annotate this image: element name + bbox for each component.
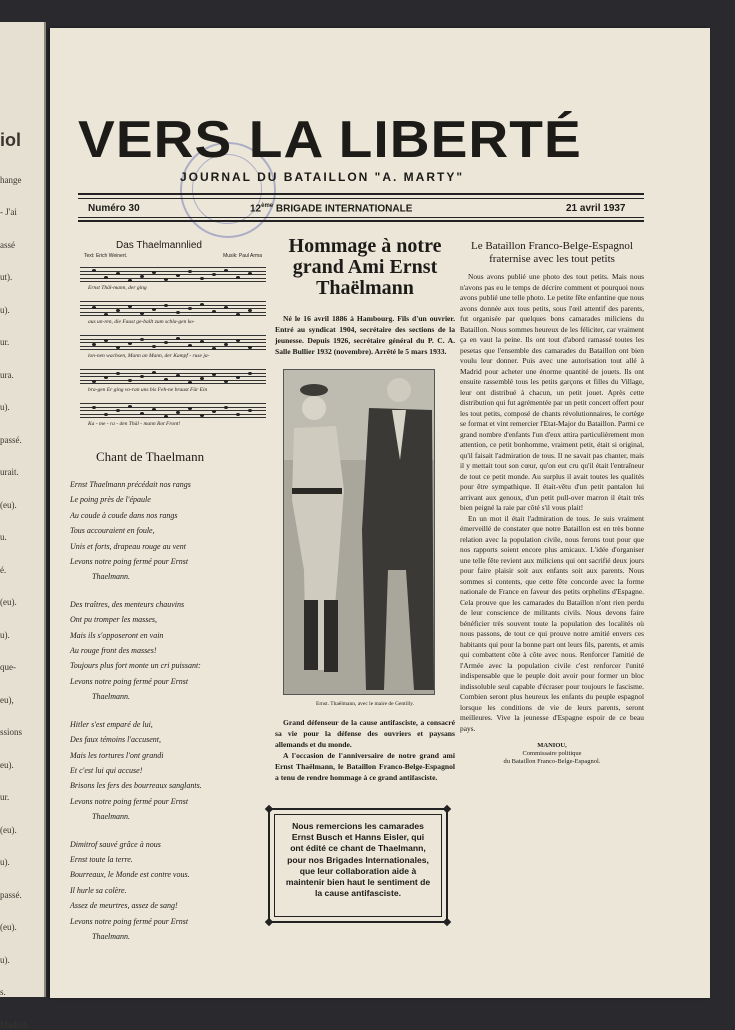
music-note bbox=[104, 313, 108, 316]
music-credit: Musik: Paul Arma bbox=[223, 253, 262, 259]
hommage-paragraph: A l'occasion de l'anniversaire de notre grand ami Ernst Thaëlmann, le Bataillon Franco-Belge-Espagnol a tenu de rendre hommage à ce grand antifasciste. bbox=[275, 751, 455, 782]
left-page-text-fragment: ur. bbox=[0, 337, 10, 347]
music-note bbox=[152, 271, 156, 274]
staff-line bbox=[80, 417, 266, 418]
music-note bbox=[164, 378, 168, 381]
staff-line bbox=[80, 281, 266, 282]
hommage-title: Hommage à notre grand Ami Ernst Thaëlmann bbox=[288, 235, 442, 299]
poem-line: Levons notre poing fermé pour Ernst bbox=[70, 557, 189, 567]
left-page-text-fragment: iol bbox=[0, 130, 21, 150]
staff-line bbox=[80, 335, 266, 336]
poem-line: Thaelmann. bbox=[92, 572, 130, 582]
poem-line: Mais les tortures l'ont grandi bbox=[70, 750, 164, 760]
left-page-text-fragment: u. bbox=[0, 532, 7, 542]
staff-line bbox=[80, 267, 266, 268]
notice-corner-ornament bbox=[443, 805, 451, 813]
poem-line: Levons notre poing fermé pour Ernst bbox=[70, 796, 189, 806]
song-lyric-line: Ka - me - ra - den Thäl - mann Rot Front! bbox=[88, 421, 181, 427]
left-page-text-fragment: hange bbox=[0, 174, 22, 185]
thaelmann-photo bbox=[283, 369, 435, 695]
music-note bbox=[116, 309, 120, 312]
brigade-line bbox=[250, 203, 412, 214]
music-note bbox=[188, 407, 192, 410]
poem-line: Assez de meurtres, assez de sang! bbox=[70, 901, 178, 911]
music-note bbox=[116, 372, 120, 375]
staff-line bbox=[80, 271, 266, 272]
poem-line: Bourreaux, le Monde est contre vous. bbox=[70, 870, 190, 880]
staff-line bbox=[80, 346, 266, 347]
music-note bbox=[92, 380, 96, 383]
music-note bbox=[116, 272, 120, 275]
music-note bbox=[212, 310, 216, 313]
music-note bbox=[248, 272, 252, 275]
music-note bbox=[236, 339, 240, 342]
poem-line: Dimitrof sauvé grâce à nous bbox=[70, 839, 161, 849]
masthead-title: VERS LA LIBERTÉ bbox=[78, 111, 582, 169]
left-page-text-fragment: (eu). bbox=[0, 824, 17, 835]
left-page-text-fragment: urait. bbox=[0, 467, 19, 477]
music-note bbox=[92, 269, 96, 272]
music-note bbox=[236, 376, 240, 379]
staff-line bbox=[80, 342, 266, 343]
music-note bbox=[236, 413, 240, 416]
poem-line: Mais ils s'opposeront en vain bbox=[70, 630, 164, 640]
poem-line: Ont pu tromper les masses, bbox=[70, 615, 158, 625]
music-note bbox=[92, 406, 96, 409]
left-page-text-fragment: (eu). bbox=[0, 597, 17, 607]
staff-line bbox=[80, 308, 266, 309]
staff-line bbox=[80, 301, 266, 302]
music-note bbox=[140, 375, 144, 378]
song-title: Das Thaelmannlied bbox=[116, 240, 202, 251]
music-note bbox=[212, 273, 216, 276]
poem-line: Des faux témoins l'accusent, bbox=[70, 735, 162, 745]
left-page-text-fragment: passé. bbox=[0, 889, 22, 900]
music-note bbox=[128, 305, 132, 308]
music-note bbox=[200, 277, 204, 280]
left-page-text-fragment: Madrid. bbox=[0, 1019, 29, 1030]
music-note bbox=[224, 406, 228, 409]
left-page-text-fragment: u). bbox=[0, 857, 10, 867]
poem-stanza bbox=[70, 837, 266, 945]
notice-corner-ornament bbox=[265, 918, 273, 926]
left-page-text-fragment: - J'ai bbox=[0, 207, 17, 217]
music-note bbox=[104, 376, 108, 379]
poem-line: Levons notre poing fermé pour Ernst bbox=[70, 676, 189, 686]
staff-line bbox=[80, 403, 266, 404]
notice-corner-ornament bbox=[265, 805, 273, 813]
music-note bbox=[152, 371, 156, 374]
music-note bbox=[140, 275, 144, 278]
signature-role: Commissaire politique bbox=[522, 750, 582, 757]
poem-line: Ernst Thaelmann précédait nos rangs bbox=[70, 480, 191, 489]
poem-line: Brisons les fers des bourreaux sanglants. bbox=[70, 781, 202, 791]
article-paragraph: Nous avons publié une photo des tout petits. Mais nous n'avons pas eu le temps de décrire comment et pourquoi nous avons publié une telle photo. Le petite fête enfantine que nous avons donnée aux tous petits, sous l'œil attentif des parents, fut organisée par quelques bons camarades miliciens du Bataillon. Nous sommes heureux de les féliciter, car vraiment ça en vaut la peine. Ils ont tout d'abord ramassé toutes les pesetas que l'ensemble des camarades du Bataillon ont bien voulu leur donner. Puis avec une autorisation tout allé à Madrid pour acheter une énorme quantité de jouets. Ils ont ensuite rassemblé tous les petits garçons et filles du Village, leur ont distribué à chacun, un petit jouet. Après cette distribution qui fut agrémentée par un petit concert offert pour les tout petits, composé de chants révolutionnaires, le cortège se format et vint remercier l'Etat-Major du Bataillon. Parmi ce grand nombre d'enfants l'un d'eux attira particulièrement mon attention, ce petit bonhomme, vraiment petit, était si original, qu'il faisait l'admiration de tous. Il ne savait pas chanter, mais il y mettait tout son cœur, qu'on eut cru qu'il était l'entraîneur de tout ce petit monde. Au surplus il avait toutes les qualités pour être sympathique. Il était-vêtu d'un petit pantalon lui arrivant aux genoux, d'un petit pull-over marron il était très bien peigné la raie par côté s'il vous plait! bbox=[460, 272, 644, 512]
left-page-text-fragment: u). bbox=[0, 402, 10, 412]
staff-line bbox=[80, 274, 266, 275]
music-note bbox=[152, 345, 156, 348]
staff-line bbox=[80, 383, 266, 384]
brigade-sup: ème bbox=[261, 203, 274, 209]
left-page-text-fragment: s. bbox=[0, 987, 6, 997]
song-credits bbox=[84, 253, 262, 259]
photo-figures bbox=[284, 370, 434, 694]
thanks-notice-text: Nous remercions les camarades Ernst Busch et Hanns Eisler, qui ont édité ce chant de Thaelmann, pour nos Brigades Internationales, que leur collaboration aide à maintenir bien haut le sentiment de la cause antifasciste. bbox=[274, 814, 442, 917]
music-note bbox=[224, 343, 228, 346]
music-note bbox=[116, 409, 120, 412]
left-page-text-fragment: eu), bbox=[0, 694, 14, 705]
poem-stanza bbox=[70, 717, 266, 825]
poem-line: Tous accouraient en foule, bbox=[70, 526, 155, 536]
music-note bbox=[188, 270, 192, 273]
music-note bbox=[236, 276, 240, 279]
staff-line bbox=[80, 373, 266, 374]
notice-corner-ornament bbox=[443, 918, 451, 926]
music-note bbox=[212, 347, 216, 350]
music-note bbox=[176, 311, 180, 314]
poem-line: Unis et forts, drapeau rouge au vent bbox=[70, 541, 186, 551]
masthead-rule-top-thin bbox=[78, 198, 644, 199]
poem-line: Il hurle sa colère. bbox=[70, 885, 127, 895]
poem-line: Et c'est lui qui accuse! bbox=[70, 765, 143, 775]
text-credit: Text: Erich Weinert. bbox=[84, 253, 128, 259]
music-note bbox=[164, 278, 168, 281]
poem-line: Toujours plus fort monte un cri puissant: bbox=[70, 661, 201, 671]
music-note bbox=[104, 276, 108, 279]
issue-number: Numéro 30 bbox=[88, 203, 140, 214]
chant-title: Chant de Thaelmann bbox=[96, 449, 205, 464]
song-lyric-line: lon-nen wachsen, Mann an Mann, der Kampf - ruse ja- bbox=[88, 353, 210, 359]
poem-line: Au rouge front des masses! bbox=[70, 646, 157, 656]
music-note bbox=[152, 308, 156, 311]
music-staff bbox=[76, 267, 266, 285]
right-column bbox=[460, 240, 644, 766]
music-note bbox=[200, 414, 204, 417]
hommage-text bbox=[275, 717, 455, 783]
staff-line bbox=[80, 410, 266, 411]
staff-line bbox=[80, 349, 266, 350]
music-note bbox=[188, 307, 192, 310]
staff-line bbox=[80, 305, 266, 306]
hommage-bio: Né le 16 avril 1886 à Hambourg. Fils d'un ouvrier. Entré au syndicat 1904, secrétaire des sections de la jeunesse. Depuis 1926, secrétaire général du P. C. A. Salle Bullier 1932 (novembre). Arrêté le 5 mars 1933. bbox=[275, 314, 455, 356]
music-note bbox=[128, 379, 132, 382]
signature-name: MANIOU, bbox=[537, 742, 567, 749]
staff-line bbox=[80, 369, 266, 370]
music-note bbox=[164, 304, 168, 307]
left-page-text-fragment: assé bbox=[0, 239, 15, 250]
left-page-text-fragment: u). bbox=[0, 629, 10, 640]
music-note bbox=[188, 381, 192, 384]
article-paragraph: En un mot il était l'admiration de tous. Je suis vraiment émerveillé de constater que notre Bataillon est en très bonne relation avec la population civile, nous ferons tout pour que nos rapports soient encore plus amicaux. L'idée d'organiser une telle fête revient aux miliciens qui ont sacrifié deux jours pour faire plaisir soit aux enfants soit aux parents. Nous sommes si contents, que cette fête concorde avec la forme nationale de France en faveur des petits orphelins d'Espagne. Cela prouve que les camarades du Bataillon n'ont rien perdu de leur conscience de militants civils. Nous devons faire bénéficier très souvent toute la population des localités où nous passons, de tout ce qui prouve notre amitié envers ces habitants qui pour la bonne part ont leurs fils, parents, et amis qui combattent côte à côte avec nous. Renforcer l'amitié de l'Armée avec la population civile c'est renforcer l'unité indispensable que le peuple doit avoir pour former un bloc indissoluble seul capable d'écraser pour toujours le fascisme. Combien seront plus heureux les enfants du peuple espagnol lorsque les conditions de vie de leurs parents, seront meilleures. Vive la jeunesse d'Espagne espoir de ce beau pays. bbox=[460, 513, 644, 733]
music-note bbox=[248, 372, 252, 375]
poem-line: Au coude à coude dans nos rangs bbox=[70, 510, 178, 520]
song-lyric-line: bra-gen Er ging vo-ran uns bis Feh-ne braust Für Ein bbox=[88, 387, 208, 393]
left-page-text-fragment: u). bbox=[0, 304, 10, 315]
music-note bbox=[104, 339, 108, 342]
poem-stanza bbox=[70, 597, 266, 705]
music-note bbox=[200, 377, 204, 380]
left-page-text-fragment: (eu). bbox=[0, 922, 17, 932]
music-note bbox=[200, 340, 204, 343]
middle-column bbox=[275, 236, 455, 783]
brigade-number: 12 bbox=[250, 203, 262, 215]
left-column bbox=[70, 240, 266, 956]
poem-line: Thaelmann. bbox=[92, 812, 130, 822]
music-note bbox=[212, 373, 216, 376]
poem-line: Ernst toute la terre. bbox=[70, 854, 133, 864]
music-note bbox=[92, 306, 96, 309]
chant-poem bbox=[70, 477, 266, 944]
left-page-text-fragment: ut). bbox=[0, 272, 13, 282]
signature-unit: du Bataillon Franco-Belge-Espagnol. bbox=[503, 758, 601, 765]
left-page-text-fragment: que- bbox=[0, 662, 16, 672]
music-note bbox=[176, 274, 180, 277]
issue-date: 21 avril 1937 bbox=[566, 203, 626, 214]
left-page-text-fragment: ur. bbox=[0, 792, 10, 802]
music-note bbox=[176, 374, 180, 377]
poem-line: Hitler s'est emparé de lui, bbox=[70, 719, 153, 729]
music-note bbox=[140, 412, 144, 415]
music-note bbox=[224, 269, 228, 272]
music-note bbox=[188, 344, 192, 347]
left-page-text-fragment: ura. bbox=[0, 369, 14, 380]
masthead-rule-top bbox=[78, 193, 644, 195]
music-note bbox=[176, 337, 180, 340]
newspaper-page bbox=[50, 28, 710, 998]
left-page-text-fragment: eu). bbox=[0, 759, 14, 770]
left-page-text-fragment: (eu). bbox=[0, 499, 17, 510]
music-note bbox=[128, 279, 132, 282]
left-page-text-fragment: passé. bbox=[0, 434, 22, 445]
hommage-paragraph: Grand défenseur de la cause antifasciste, a consacré sa vie pour la défense des ouvriers et paysans allemands et du monde. bbox=[275, 718, 455, 749]
music-note bbox=[200, 303, 204, 306]
music-note bbox=[164, 415, 168, 418]
poem-line: Thaelmann. bbox=[92, 692, 130, 702]
music-note bbox=[248, 346, 252, 349]
music-note bbox=[152, 408, 156, 411]
music-note bbox=[104, 413, 108, 416]
music-note bbox=[248, 309, 252, 312]
music-staff bbox=[76, 335, 266, 353]
photo-caption: Ernst. Thaëlmann, avec le maire de Gentilly. bbox=[315, 701, 415, 707]
masthead-rule-bottom bbox=[78, 220, 644, 222]
music-note bbox=[140, 312, 144, 315]
poem-line: Thaelmann. bbox=[92, 931, 130, 941]
staff-line bbox=[80, 407, 266, 408]
thanks-notice-box bbox=[268, 808, 448, 923]
music-note bbox=[212, 410, 216, 413]
song-lyric-line: aus un-ren, die Faust ge-ballt zum schla-gen ko- bbox=[88, 319, 195, 325]
poem-line: Le poing près de l'épaule bbox=[70, 495, 151, 505]
poem-line: Des traîtres, des menteurs chauvins bbox=[70, 599, 185, 609]
left-page-text-fragment: ssions bbox=[0, 727, 23, 737]
music-staff bbox=[76, 301, 266, 319]
article-signature bbox=[460, 742, 644, 766]
music-note bbox=[224, 306, 228, 309]
masthead-subtitle: JOURNAL DU BATAILLON "A. MARTY" bbox=[180, 170, 465, 184]
song-lyric-line: Ernst Thäl-mann, der ging bbox=[88, 285, 147, 291]
poem-stanza bbox=[70, 477, 266, 585]
right-article-body bbox=[460, 272, 644, 734]
staff-line bbox=[80, 380, 266, 381]
music-note bbox=[140, 338, 144, 341]
music-staff bbox=[76, 403, 266, 421]
music-note bbox=[92, 343, 96, 346]
music-score bbox=[76, 267, 266, 429]
right-article-title: Le Bataillon Franco-Belge-Espagnol fraternise avec les tout petits bbox=[471, 240, 633, 265]
left-page-text-fragment: é. bbox=[0, 564, 7, 575]
music-note bbox=[176, 411, 180, 414]
music-note bbox=[164, 341, 168, 344]
music-note bbox=[248, 409, 252, 412]
masthead-rule-bottom-thin bbox=[78, 217, 644, 218]
music-note bbox=[128, 405, 132, 408]
music-note bbox=[128, 342, 132, 345]
poem-line: Levons notre poing fermé pour Ernst bbox=[70, 916, 189, 926]
music-note bbox=[224, 380, 228, 383]
left-page-text-fragment: u). bbox=[0, 954, 10, 965]
music-note bbox=[116, 346, 120, 349]
left-page-fragment bbox=[0, 22, 46, 1030]
music-note bbox=[236, 313, 240, 316]
music-staff bbox=[76, 369, 266, 387]
brigade-name: BRIGADE INTERNATIONALE bbox=[275, 203, 413, 215]
